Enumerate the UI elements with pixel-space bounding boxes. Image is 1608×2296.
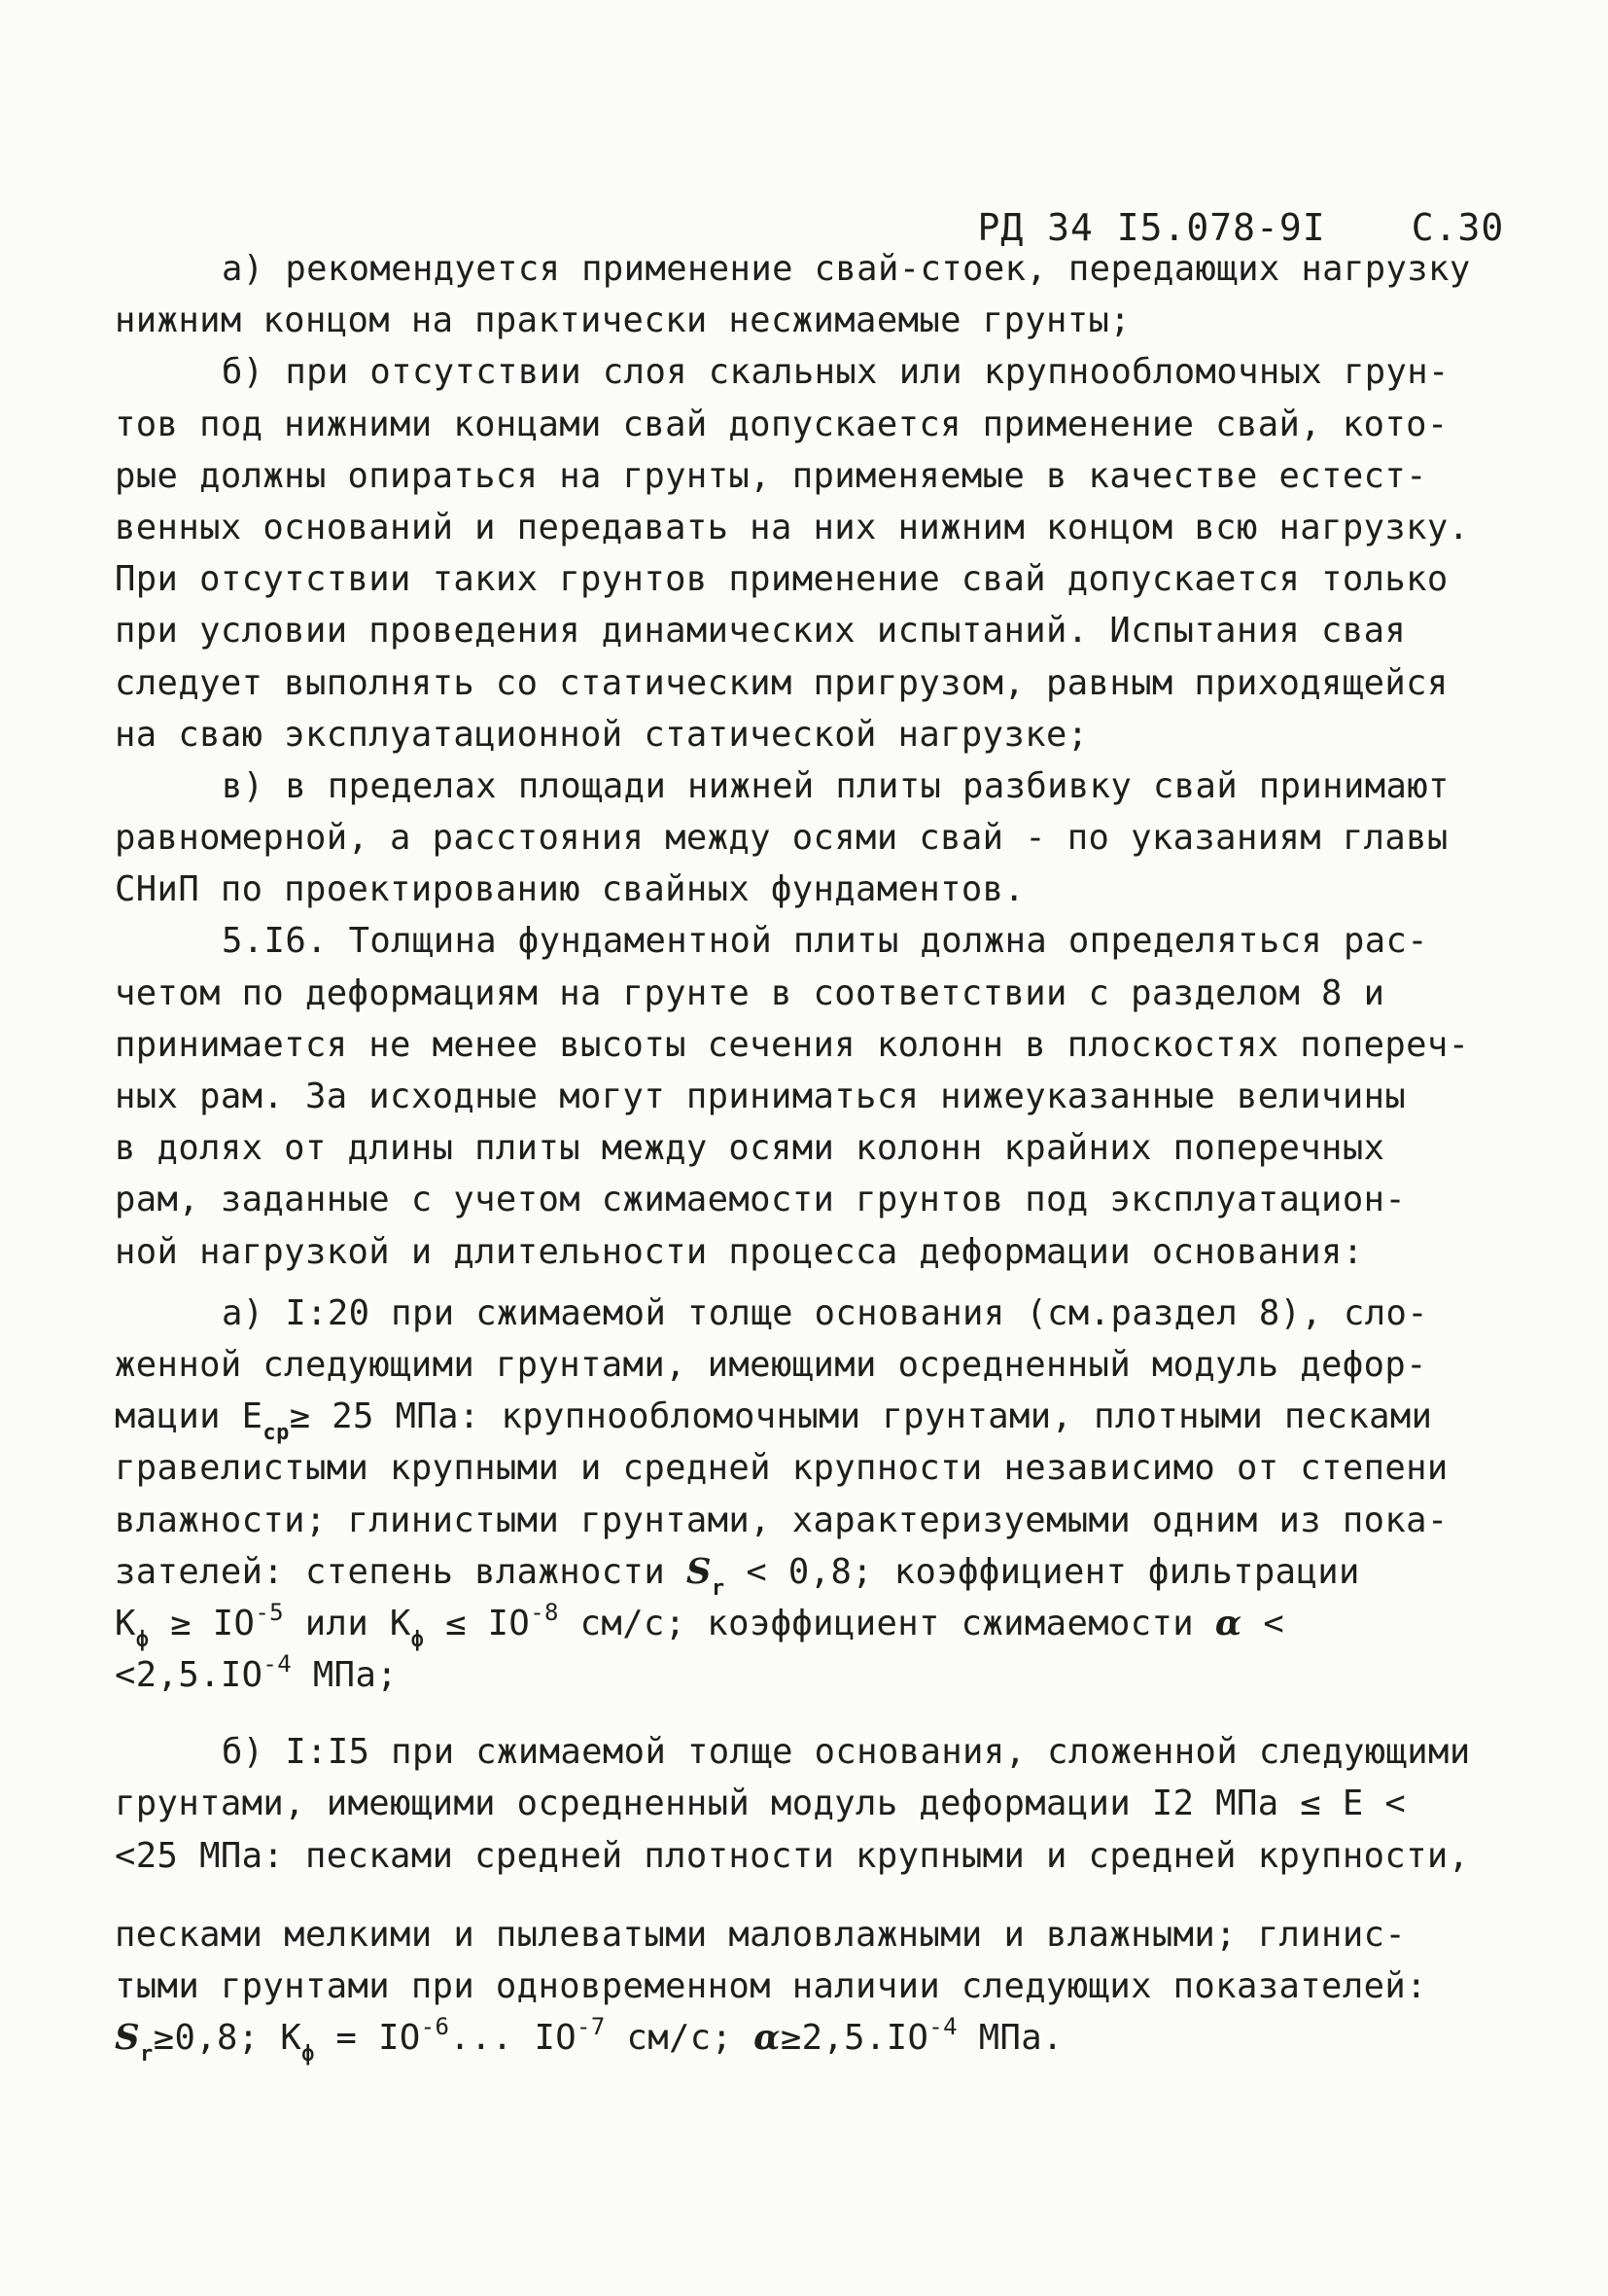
text-line: в долях от длины плиты между осями колонн крайних поперечных xyxy=(115,1128,1385,1169)
text-line: 5.I6. Толщина фундаментной плиты должна определяться рас- xyxy=(222,921,1429,962)
body-text xyxy=(115,243,1476,2067)
text-line: нижним концом на практически несжимаемые грунты; xyxy=(115,300,1132,341)
text-line: равномерной, а расстояния между осями свай - по указаниям главы xyxy=(115,818,1449,859)
text-line: венных оснований и передавать на них нижним концом всю нагрузку. xyxy=(115,507,1470,548)
text-line: при условии проведения динамических испытаний. Испытания свая xyxy=(115,611,1407,652)
text-line: принимается не менее высоты сечения колонн в плоскостях попереч- xyxy=(115,1024,1470,1065)
text-line: а) I:20 при сжимаемой толще основания (см.раздел 8), сло- xyxy=(222,1292,1429,1333)
text-line: тов под нижними концами свай допускается применение свай, кото- xyxy=(115,404,1449,444)
text-line: песками мелкими и пылеватыми маловлажными и влажными; глинис- xyxy=(115,1914,1407,1955)
formula-line: $К_ф \ge IО^{-5}$ или $К_ф \le IО^{-8}$ см/с; коэффициент сжимаемости α < xyxy=(115,1599,1285,1652)
text-line: влажности; глинистыми грунтами, характеризуемыми одним из пока- xyxy=(115,1500,1449,1540)
text-line: рам, заданные с учетом сжимаемости грунтов под эксплуатацион- xyxy=(115,1180,1407,1220)
text-line: женной следующими грунтами, имеющими осредненный модуль дефор- xyxy=(115,1344,1427,1385)
text-line: б) I:I5 при сжимаемой толще основания, сложенной следующими xyxy=(222,1732,1471,1773)
text-line: в) в пределах площади нижней плиты разбивку свай принимают xyxy=(222,765,1450,806)
text-line: СНиП по проектированию свайных фундаментов. xyxy=(115,869,1026,910)
text-line: <25 МПа: песками средней плотности крупными и средней крупности, xyxy=(115,1835,1470,1876)
text-line: на сваю эксплуатационной статической нагрузке; xyxy=(115,714,1089,755)
formula-line: $<2,5.IО^{-4}$ МПа; xyxy=(115,1650,398,1696)
text-line: грунтами, имеющими осредненный модуль деформации I2 МПа ≤ Е < xyxy=(115,1784,1407,1824)
text-line: четом по деформациям на грунте в соответствии с разделом 8 и xyxy=(115,972,1385,1013)
text-line: При отсутствии таких грунтов применение свай допускается только xyxy=(115,559,1449,600)
text-line: б) при отсутствии слоя скальных или крупнообломочных грун- xyxy=(222,352,1450,393)
formula-line: $S_r\ge 0,8$; $К_ф = IО^{-6}$... $IО^{-7}$ см/с; $\alpha\ge 2,5.IО^{-4}$ МПа. xyxy=(115,2013,1064,2067)
page-number: С.30 xyxy=(1411,206,1505,249)
formula-line: зателей: степень влажности $S_r < 0,8$; коэффициент фильтрации xyxy=(115,1551,1360,1601)
text-line: следует выполнять со статическим пригрузом, равным приходящейся xyxy=(115,662,1449,703)
text-line: ных рам. За исходные могут приниматься нижеуказанные величины xyxy=(115,1077,1407,1116)
text-line: тыми грунтами при одновременном наличии следующих показателей: xyxy=(115,1966,1427,2006)
text-line: гравелистыми крупными и средней крупности независимо от степени xyxy=(115,1448,1449,1489)
text-line: а) рекомендуется применение свай-стоек, передающих нагрузку xyxy=(222,249,1471,289)
text-line: рые должны опираться на грунты, применяемые в качестве естест- xyxy=(115,455,1427,496)
document-code: РД 34 I5.078-9I xyxy=(977,206,1326,249)
text-line: ной нагрузкой и длительности процесса деформации основания: xyxy=(115,1231,1364,1272)
formula-line: мации $Е_{ср}\ge 25$ МПа: крупнообломочными грунтами, плотными песками xyxy=(115,1396,1433,1446)
